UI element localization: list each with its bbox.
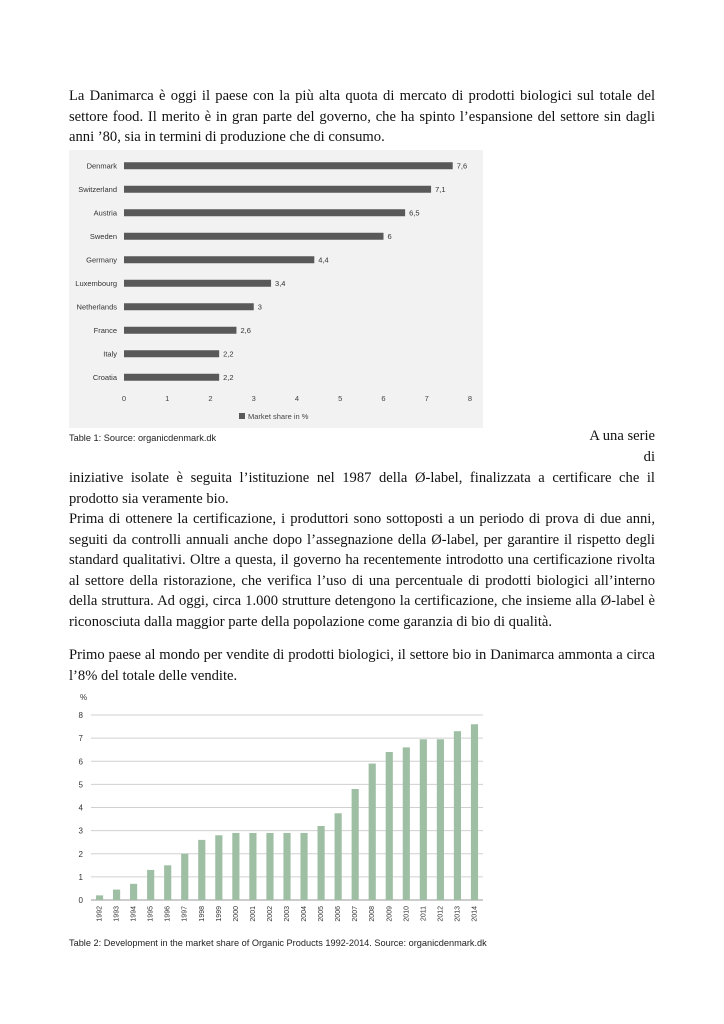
x-tick-label: 2005: [318, 906, 326, 922]
value-label: 4,4: [318, 255, 329, 265]
x-tick-label: 2006: [335, 906, 343, 922]
x-tick-label: 2011: [420, 906, 428, 922]
chart2-y-unit: %: [80, 693, 88, 702]
category-label: Switzerland: [78, 184, 117, 194]
value-label: 2,2: [223, 349, 234, 359]
category-label: Sweden: [89, 231, 117, 241]
bar: [454, 731, 461, 900]
bar: [181, 854, 188, 900]
bar: [124, 256, 314, 263]
y-tick-label: 8: [78, 711, 83, 720]
x-tick-label: 1: [165, 394, 170, 403]
x-tick-label: 2009: [386, 906, 394, 922]
bar: [215, 835, 222, 900]
bar: [386, 752, 393, 900]
bar: [352, 789, 359, 900]
y-tick-label: 2: [78, 849, 83, 859]
x-tick-label: 2008: [369, 906, 377, 922]
bar: [147, 870, 154, 900]
value-label: 6: [387, 231, 392, 241]
y-tick-label: 6: [78, 757, 83, 767]
category-label: Austria: [93, 208, 117, 218]
paragraph-3: Primo paese al mondo per vendite di prodotti biologici, il settore bio in Danimarca ammonta a circa l’8% del totale delle vendite.: [69, 647, 655, 684]
continuation-fragment-2: di: [643, 449, 655, 465]
bar: [124, 350, 219, 357]
x-tick-label: 2003: [284, 906, 291, 922]
x-tick-label: 2014: [471, 906, 479, 922]
x-tick-label: 1998: [198, 906, 206, 922]
x-tick-label: 2: [208, 394, 213, 403]
intro-paragraph: La Danimarca è oggi il paese con la più alta quota di mercato di prodotti biologici sul totale del settore food. Il merito è in gran parte del governo, che ha spinto l’espansione del settore sin dagli anni ’80, sia in termini di produzione che di consumo.: [69, 88, 655, 145]
x-tick-label: 1997: [181, 906, 189, 922]
chart1-legend: [239, 412, 309, 421]
bar: [96, 895, 103, 900]
x-tick-label: 2002: [266, 906, 274, 922]
y-tick-label: 3: [78, 826, 83, 836]
continuation-fragment-1: A una serie: [589, 428, 655, 444]
bar: [437, 739, 444, 900]
category-label: Croatia: [92, 372, 117, 382]
bar: [420, 739, 427, 900]
bar: [403, 747, 410, 900]
category-label: Netherlands: [76, 302, 117, 312]
y-tick-label: 0: [78, 896, 83, 905]
y-tick-label: 7: [78, 734, 83, 744]
category-label: Luxembourg: [75, 278, 117, 288]
bar: [124, 374, 219, 381]
x-tick-label: 7: [424, 394, 429, 403]
y-tick-label: 1: [78, 872, 83, 882]
x-tick-label: 2001: [249, 906, 257, 922]
bar: [124, 280, 271, 287]
legend-label: Market share in %: [248, 412, 309, 421]
y-tick-label: 5: [78, 780, 83, 790]
category-label: Germany: [86, 255, 117, 265]
bar: [283, 833, 290, 900]
category-label: France: [93, 325, 117, 335]
market-share-development-chart: [69, 688, 489, 933]
x-tick-label: 2012: [437, 906, 445, 922]
x-tick-label: 2010: [403, 906, 411, 922]
paragraph-1: iniziative isolate è seguita l’istituzione nel 1987 della Ø-label, finalizzata a certificare che il prodotto sia veramente bio.: [69, 470, 655, 507]
x-tick-label: 5: [338, 394, 343, 403]
x-tick-label: 2007: [352, 906, 360, 922]
bar: [113, 890, 120, 900]
bar: [318, 826, 325, 900]
x-tick-label: 0: [121, 394, 127, 403]
bar: [232, 833, 239, 900]
x-tick-label: 1999: [215, 906, 223, 922]
x-tick-label: 1995: [147, 906, 155, 922]
bar: [124, 303, 254, 310]
bar: [471, 724, 478, 900]
legend-swatch: [239, 413, 245, 419]
x-tick-label: 4: [294, 394, 300, 403]
table1-caption: Table 1: Source: organicdenmark.dk: [69, 433, 217, 443]
bar: [198, 840, 205, 900]
paragraph-2: Prima di ottenere la certificazione, i produttori sono sottoposti a un periodo di prova di due anni, seguiti da controlli annuali anche dopo l’assegnazione della Ø-label, per garantire il rispetto degli standard qualitativi. Oltre a questa, il governo ha recentemente introdotto una certificazione rivolta al settore della ristorazione, che verifica l’uso di una percentuale di prodotti biologici all’interno della struttura. Ad oggi, circa 1.000 strutture detengono la certificazione, che insieme alla Ø-label è riconosciuta dalla maggior parte della popolazione come garanzia di bio di qualità.: [69, 511, 655, 630]
bar: [130, 884, 137, 900]
bar: [335, 813, 342, 900]
value-label: 3,4: [275, 278, 286, 288]
value-label: 2,2: [223, 372, 234, 382]
x-tick-label: 1996: [164, 906, 172, 922]
x-tick-label: 1992: [96, 906, 104, 922]
x-tick-label: 3: [251, 394, 256, 403]
y-tick-label: 4: [78, 803, 83, 813]
bar: [124, 233, 384, 240]
category-label: Italy: [103, 349, 117, 359]
bar: [124, 186, 431, 193]
value-label: 6,5: [409, 208, 420, 218]
bar: [266, 833, 273, 900]
bar: [369, 764, 376, 900]
x-tick-label: 2000: [232, 906, 240, 922]
bar: [300, 833, 307, 900]
bar: [124, 209, 405, 216]
bar: [249, 833, 256, 900]
value-label: 7,1: [435, 184, 446, 194]
x-tick-label: 2013: [454, 906, 462, 922]
category-label: Denmark: [86, 161, 117, 171]
value-label: 7,6: [456, 161, 468, 171]
bar: [124, 327, 236, 334]
bar: [124, 162, 453, 169]
x-tick-label: 2004: [301, 906, 309, 922]
x-tick-label: 1993: [113, 906, 121, 922]
x-tick-label: 8: [467, 394, 473, 403]
x-tick-label: 6: [381, 394, 386, 403]
table2-caption: Table 2: Development in the market share of Organic Products 1992-2014. Source: organicdenmark.dk: [69, 938, 487, 948]
bar: [164, 865, 171, 900]
value-label: 3: [257, 302, 262, 312]
x-tick-label: 1994: [130, 906, 138, 922]
value-label: 2,6: [240, 325, 251, 335]
market-share-country-chart: [69, 150, 483, 428]
